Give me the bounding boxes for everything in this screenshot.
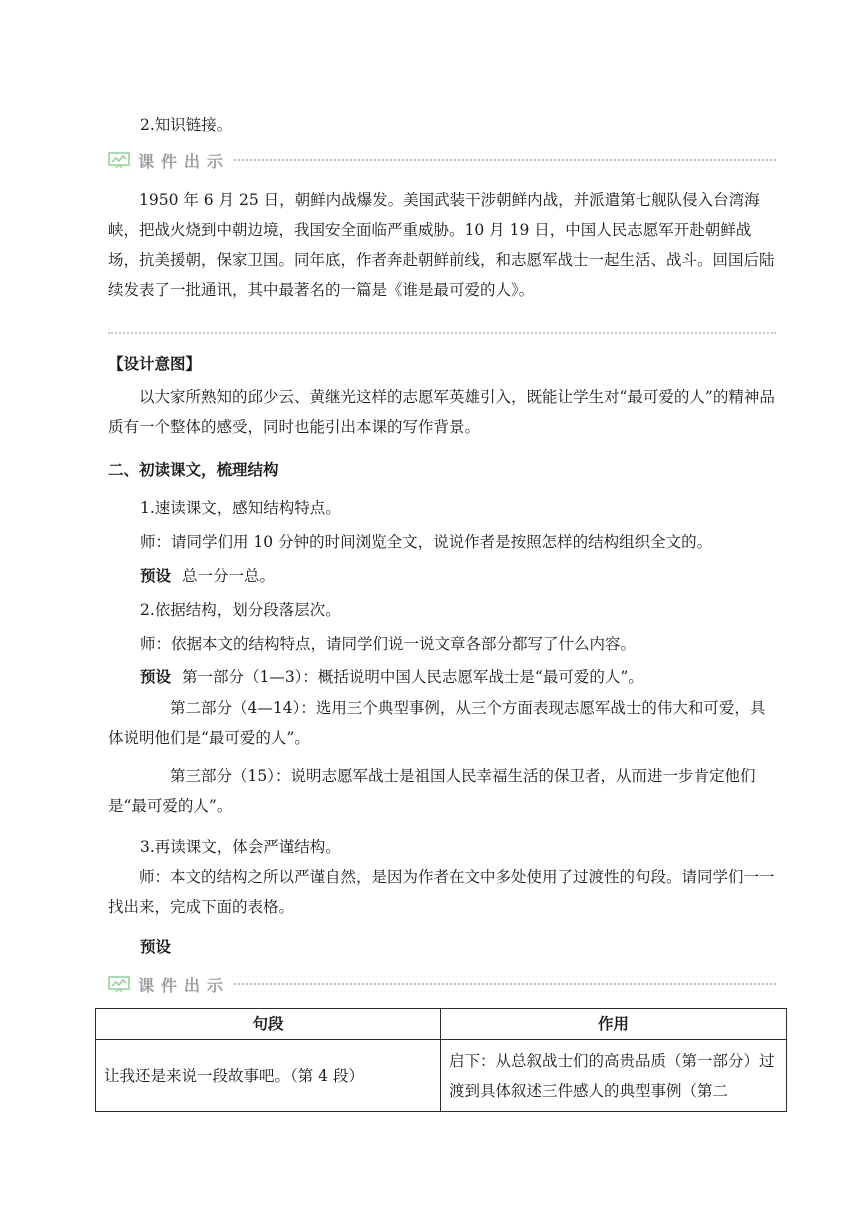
dotted-rule	[234, 159, 776, 161]
table-row	[96, 1040, 787, 1112]
section-two-heading: 二、初读课文，梳理结构	[108, 461, 279, 479]
courseware-label: 课件出示	[138, 151, 231, 171]
part-one-text: 第一部分（1—3）：概括说明中国人民志愿军战士是“最可爱的人”。	[181, 668, 644, 686]
preset-3-label: 预设	[140, 938, 172, 956]
teacher-prompt-2: 师：依据本文的结构特点，请同学们说一说文章各部分都写了什么内容。	[140, 635, 637, 653]
courseware-callout	[108, 972, 776, 996]
table-header-sentence: 句段	[96, 1009, 441, 1040]
teacher-prompt-1: 师：请同学们用 10 分钟的时间浏览全文，说说作者是按照怎样的结构组织全文的。	[140, 533, 713, 551]
part-two-text: 第二部分（4—14）：选用三个典型事例，从三个方面表现志愿军战士的伟大和可爱，具体说明他们是“最可爱的人”。	[108, 699, 766, 747]
design-intent-paragraph: 以大家所熟知的邱少云、黄继光这样的志愿军英雄引入，既能让学生对“最可爱的人”的精神品质有一个整体的感受，同时也能引出本课的写作背景。	[108, 388, 775, 436]
table-header-row	[96, 1009, 787, 1040]
preset-2	[140, 665, 644, 687]
step-2: 2.依据结构，划分段落层次。	[140, 601, 341, 619]
table-cell-sentence: 让我还是来说一段故事吧。（第 4 段）	[96, 1040, 441, 1112]
preset-label: 预设	[140, 567, 172, 585]
table-header-effect: 作用	[441, 1009, 787, 1040]
dotted-rule	[234, 983, 776, 985]
item-knowledge-link: 2.知识链接。	[140, 116, 233, 134]
dotted-divider	[108, 332, 776, 334]
design-intent-heading: 【设计意图】	[108, 355, 202, 373]
preset-1	[140, 564, 275, 586]
chart-presentation-icon	[108, 976, 130, 992]
part-three-text: 第三部分（15）：说明志愿军战士是祖国人民幸福生活的保卫者，从而进一步肯定他们是“最可爱的人”。	[108, 767, 756, 815]
courseware-label: 课件出示	[138, 975, 231, 995]
courseware-callout	[108, 148, 776, 172]
step-3: 3.再读课文，体会严谨结构。	[140, 838, 341, 856]
knowledge-paragraph: 1950 年 6 月 25 日，朝鲜内战爆发。美国武装干涉朝鲜内战，并派遣第七舰队侵入台湾海峡，把战火烧到中朝边境，我国安全面临严重威胁。10 月 19 日，中国人民志愿军开赴朝鲜战场，抗美援朝，保家卫国。同年底，作者奔赴朝鲜前线，和志愿军战士一起生活、战斗。回国后陆续发表了一批通讯，其中最著名的一篇是《谁是最可爱的人》。	[108, 191, 775, 299]
step-1: 1.速读课文，感知结构特点。	[140, 499, 341, 517]
teacher-prompt-3: 师：本文的结构之所以严谨自然，是因为作者在文中多处使用了过渡性的句段。请同学们一一找出来，完成下面的表格。	[108, 868, 775, 916]
courseware-badge	[108, 149, 230, 172]
courseware-badge	[108, 973, 230, 996]
preset-label: 预设	[140, 668, 172, 686]
transition-table	[95, 1008, 787, 1112]
table-cell-effect: 启下：从总叙战士们的高贵品质（第一部分）过渡到具体叙述三件感人的典型事例（第二	[441, 1040, 787, 1112]
chart-presentation-icon	[108, 152, 130, 168]
preset-1-text: 总一分一总。	[181, 567, 275, 585]
